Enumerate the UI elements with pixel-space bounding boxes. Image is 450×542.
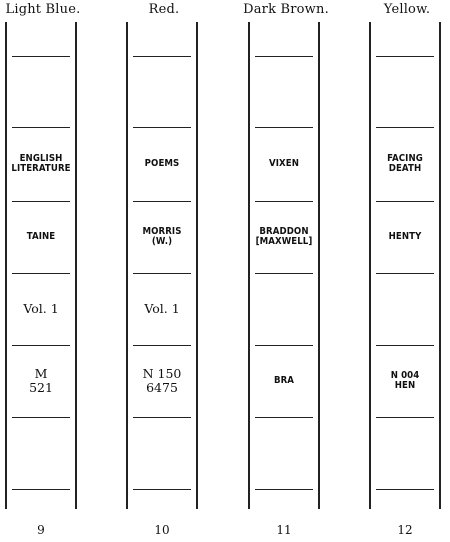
figure-number: 9 xyxy=(37,523,45,537)
spine-column-11 xyxy=(243,0,329,542)
spine-call-number: N 150 6475 xyxy=(142,366,182,395)
spine-rule xyxy=(255,489,313,490)
book-spine xyxy=(248,22,320,509)
spine-author: BRADDON [MAXWELL] xyxy=(255,226,313,247)
spine-volume xyxy=(371,273,439,345)
figure-number: 12 xyxy=(397,523,413,537)
spine-rule xyxy=(255,417,313,418)
spine-title: VIXEN xyxy=(269,158,299,169)
spine-color-caption: Yellow. xyxy=(383,2,431,17)
spine-title: POEMS xyxy=(144,158,180,169)
spine-author: MORRIS (W.) xyxy=(142,226,182,247)
spine-volume: Vol. 1 xyxy=(23,301,59,317)
spine-volume: Vol. 1 xyxy=(144,301,180,317)
spine-author: TAINE xyxy=(26,231,56,242)
spine-rule xyxy=(255,56,313,57)
book-spine xyxy=(126,22,198,509)
spine-rule xyxy=(12,417,70,418)
spine-rule xyxy=(133,489,191,490)
spine-rule xyxy=(376,489,434,490)
spine-color-caption: Light Blue. xyxy=(5,2,81,17)
spine-rule xyxy=(12,56,70,57)
spine-volume xyxy=(250,273,318,345)
figure-number: 10 xyxy=(154,523,170,537)
spine-title: ENGLISH LITERATURE xyxy=(11,153,71,174)
spine-title: FACING DEATH xyxy=(387,153,423,174)
book-spine xyxy=(5,22,77,509)
spine-color-caption: Dark Brown. xyxy=(243,2,329,17)
spine-rule xyxy=(376,417,434,418)
spine-column-10 xyxy=(126,0,202,542)
figure-number: 11 xyxy=(276,523,292,537)
spine-column-9 xyxy=(5,0,81,542)
spine-author: HENTY xyxy=(388,231,422,242)
book-spine xyxy=(369,22,441,509)
spine-rule xyxy=(133,417,191,418)
spine-call-number: BRA xyxy=(273,375,295,386)
spine-color-caption: Red. xyxy=(148,2,180,17)
spine-rule xyxy=(133,56,191,57)
spine-rule xyxy=(376,56,434,57)
spine-call-number: M 521 xyxy=(29,366,53,395)
spine-call-number: N 004 HEN xyxy=(390,370,420,391)
spine-column-12 xyxy=(369,0,445,542)
spine-rule xyxy=(12,489,70,490)
